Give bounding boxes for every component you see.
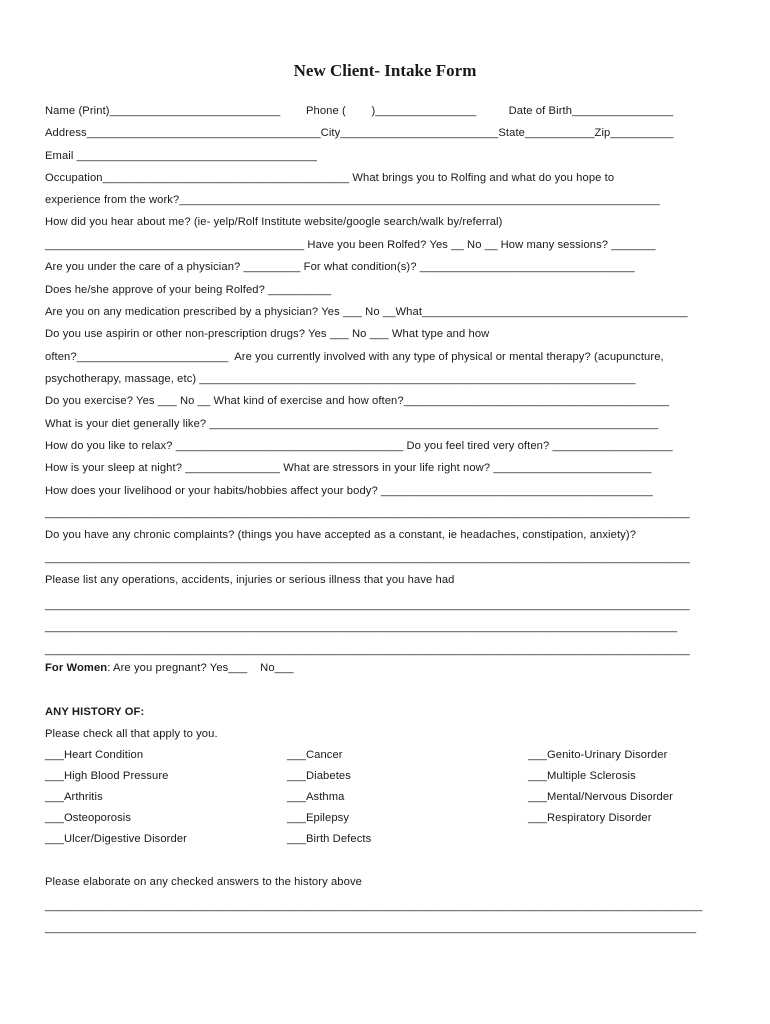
address-line[interactable]: Address_____________________________________City_________________________State___________Zip__________ [45, 127, 674, 139]
history-item[interactable]: ___Epilepsy [287, 812, 350, 824]
approve-line[interactable]: Does he/she approve of your being Rolfed? __________ [45, 284, 332, 296]
history-heading: ANY HISTORY OF: [45, 706, 145, 718]
experience-line[interactable]: experience from the work?____________________________________________________________________________ [45, 194, 660, 206]
chronic-question: Do you have any chronic complaints? (things you have accepted as a constant, ie headaches, constipation, anxiety)? [45, 529, 637, 541]
pregnancy-line[interactable] [45, 661, 294, 675]
diet-line[interactable]: What is your diet generally like? _______________________________________________________________________ [45, 418, 659, 430]
history-item[interactable]: ___Asthma [287, 791, 345, 803]
history-item[interactable]: ___Respiratory Disorder [528, 812, 652, 824]
history-item[interactable]: ___Multiple Sclerosis [528, 770, 636, 782]
blank-line[interactable]: ______________________________________________________________________________________________________ [45, 507, 690, 519]
elaborate-line[interactable]: ________________________________________________________________________________________________________ [45, 900, 703, 912]
history-item[interactable]: ___High Blood Pressure [45, 770, 169, 782]
operations-question: Please list any operations, accidents, injuries or serious illness that you have had [45, 574, 455, 586]
physician-line[interactable]: Are you under the care of a physician? _________ For what condition(s)? __________________________________ [45, 261, 635, 273]
history-item[interactable]: ___Arthritis [45, 791, 103, 803]
history-item[interactable]: ___Diabetes [287, 770, 351, 782]
blank-line[interactable]: ______________________________________________________________________________________________________ [45, 552, 690, 564]
elaborate-line[interactable]: _______________________________________________________________________________________________________ [45, 922, 697, 934]
for-women-label: For Women [45, 662, 108, 674]
history-item[interactable]: ___Osteoporosis [45, 812, 132, 824]
form-title: New Client- Intake Form [293, 61, 477, 80]
aspirin-line[interactable]: Do you use aspirin or other non-prescription drugs? Yes ___ No ___ What type and how [45, 328, 490, 340]
blank-line[interactable]: ______________________________________________________________________________________________________ [45, 644, 690, 656]
history-item[interactable]: ___Birth Defects [287, 833, 372, 845]
occupation-line[interactable]: Occupation_______________________________________ What brings you to Rolfing and what do you hope to [45, 172, 615, 184]
rolfed-line[interactable]: _________________________________________ Have you been Rolfed? Yes __ No __ How many sessions? _______ [45, 239, 656, 251]
history-item[interactable]: ___Ulcer/Digestive Disorder [45, 833, 187, 845]
sleep-line[interactable]: How is your sleep at night? _______________ What are stressors in your life right now? _________________________ [45, 462, 652, 474]
history-item[interactable]: ___Genito-Urinary Disorder [528, 749, 668, 761]
therapy-line[interactable]: often?________________________ Are you currently involved with any type of physical or mental therapy? (acupuncture, [45, 351, 664, 363]
elaborate-label: Please elaborate on any checked answers to the history above [45, 876, 362, 888]
email-line[interactable]: Email ______________________________________ [45, 150, 317, 162]
livelihood-line[interactable]: How does your livelihood or your habits/hobbies affect your body? ___________________________________________ [45, 485, 653, 497]
name-phone-dob-line[interactable]: Name (Print)___________________________ Phone ( )________________ Date of Birth________________ [45, 105, 674, 117]
blank-line[interactable]: ______________________________________________________________________________________________________ [45, 599, 690, 611]
history-item[interactable]: ___Heart Condition [45, 749, 144, 761]
history-item[interactable]: ___Mental/Nervous Disorder [528, 791, 673, 803]
blank-line[interactable]: ____________________________________________________________________________________________________ [45, 621, 678, 633]
history-item[interactable]: ___Cancer [287, 749, 343, 761]
relax-line[interactable]: How do you like to relax? ____________________________________ Do you feel tired very often? ___________________ [45, 440, 673, 452]
medication-line[interactable]: Are you on any medication prescribed by a physician? Yes ___ No __What__________________________________________ [45, 306, 688, 318]
check-instruction: Please check all that apply to you. [45, 728, 218, 740]
psychotherapy-line[interactable]: psychotherapy, massage, etc) _____________________________________________________________________ [45, 373, 636, 385]
exercise-line[interactable]: Do you exercise? Yes ___ No __ What kind of exercise and how often?__________________________________________ [45, 395, 670, 407]
referral-question: How did you hear about me? (ie- yelp/Rolf Institute website/google search/walk by/referral) [45, 216, 503, 228]
pregnancy-question: : Are you pregnant? Yes___ No___ [107, 662, 294, 674]
